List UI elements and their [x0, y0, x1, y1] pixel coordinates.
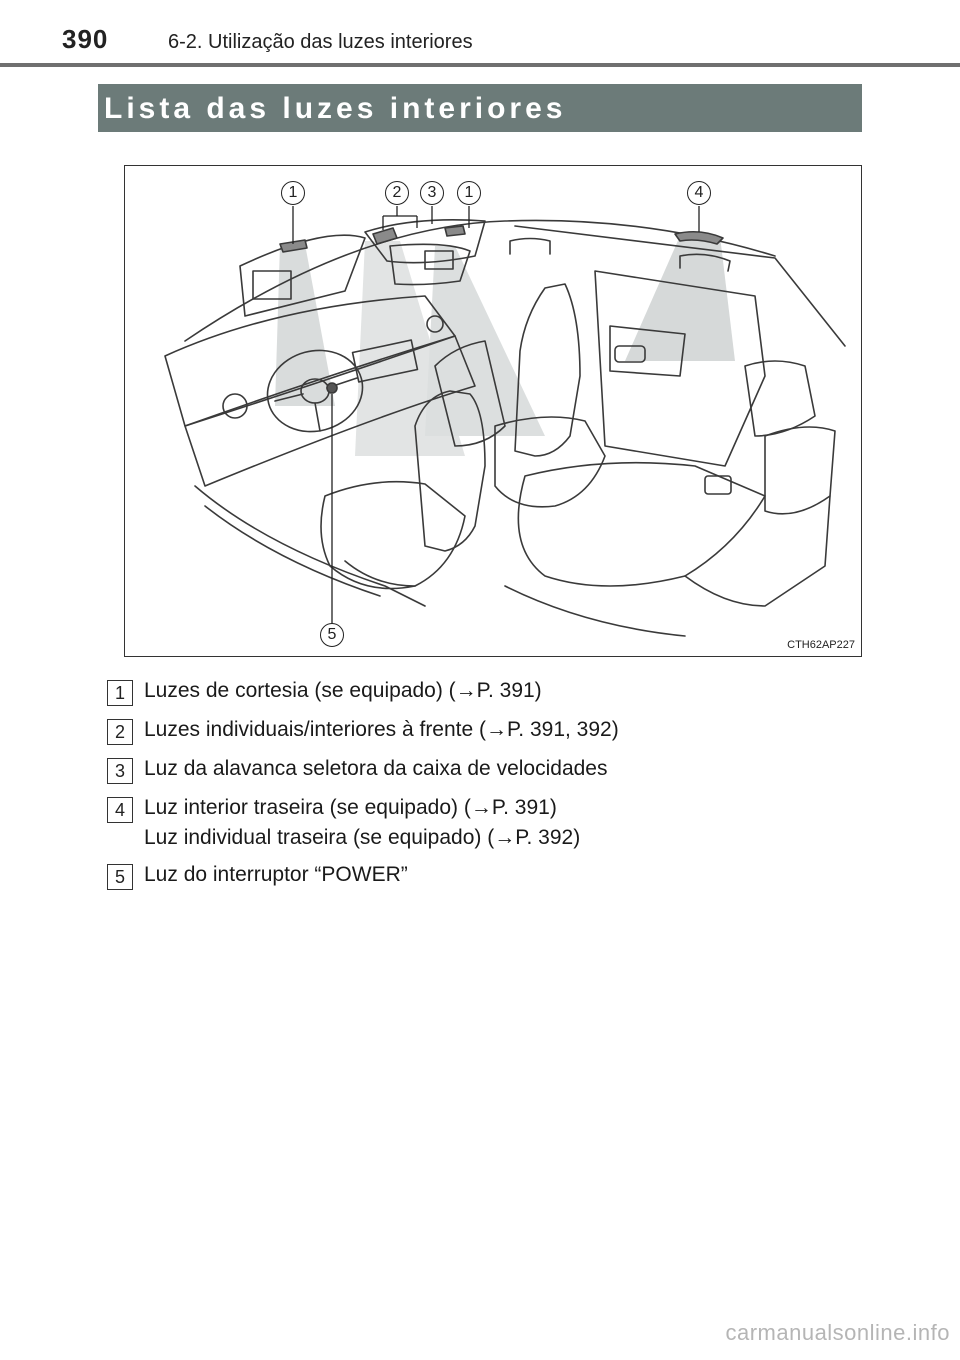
page-number: 390: [62, 24, 109, 54]
header-divider: [0, 63, 960, 67]
figure-code: CTH62AP227: [787, 639, 855, 651]
item-number-badge: 5: [107, 864, 133, 890]
car-interior-drawing: [125, 166, 860, 655]
item-number-badge: 3: [107, 758, 133, 784]
interior-illustration: [124, 165, 862, 657]
callout-1-left: 1: [281, 181, 305, 205]
item-text: Luzes individuais/interiores à frente (→P. 391, 392): [144, 718, 619, 741]
callout-2: 2: [385, 181, 409, 205]
item-text: Luz da alavanca seletora da caixa de velocidades: [144, 757, 608, 780]
page-title: Lista das luzes interiores: [104, 92, 567, 125]
item-text: Luz do interruptor “POWER”: [144, 863, 408, 886]
callout-1-right: 1: [457, 181, 481, 205]
callout-5: 5: [320, 623, 344, 647]
item-text: Luzes de cortesia (se equipado) (→P. 391): [144, 679, 542, 702]
title-bar: [98, 84, 862, 132]
item-number-badge: 2: [107, 719, 133, 745]
callout-4: 4: [687, 181, 711, 205]
item-number-badge: 1: [107, 680, 133, 706]
section-title: 6-2. Utilização das luzes interiores: [168, 31, 473, 53]
page-header: [0, 0, 960, 66]
item-text: Luz individual traseira (se equipado) (→P. 392): [144, 826, 581, 849]
item-text: Luz interior traseira (se equipado) (→P. 391): [144, 796, 557, 819]
watermark: carmanualsonline.info: [725, 1320, 950, 1345]
callout-3: 3: [420, 181, 444, 205]
item-number-badge: 4: [107, 797, 133, 823]
